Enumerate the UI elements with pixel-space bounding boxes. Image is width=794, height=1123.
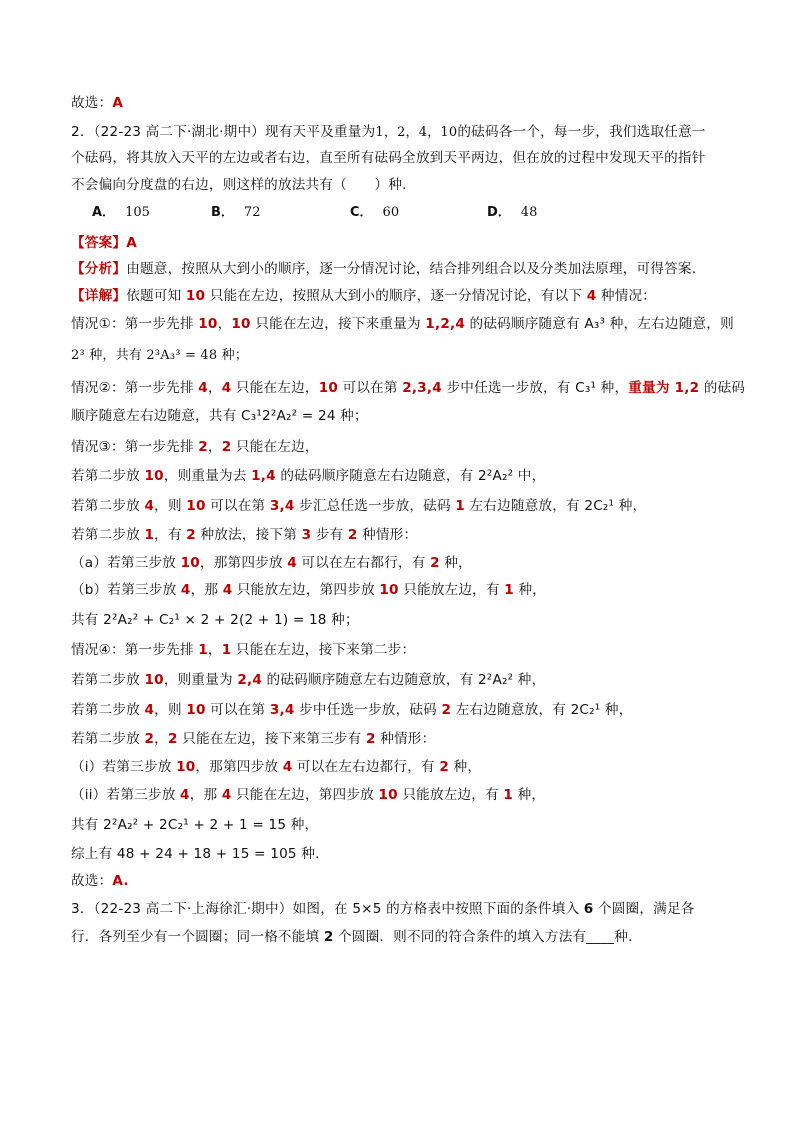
text-segment: 的砝码顺序随意左右边随意，有 2²A₂² 中， — [275, 468, 546, 484]
text-line — [71, 314, 734, 334]
text-segment: ，则重量为 — [163, 672, 238, 688]
text-segment: 只能放左边，有 — [398, 582, 505, 598]
text-segment: 种情形： — [357, 527, 418, 543]
text-segment: 种， — [513, 582, 547, 598]
text-segment: 故选： — [71, 95, 113, 111]
text-segment: A — [126, 235, 137, 251]
text-segment: 行．各列至少有一个圆圈；同一格不能填 — [71, 929, 324, 945]
text-segment: 情况②：第一步先排 — [71, 380, 199, 396]
text-segment: 若第二步放 — [71, 498, 145, 514]
text-segment: 10 — [176, 759, 196, 775]
text-segment: 4 — [144, 498, 155, 514]
text-segment: A — [112, 95, 124, 111]
text-segment: 2 — [430, 555, 440, 571]
text-segment: 【答案】 — [71, 235, 127, 251]
text-segment: 【分析】 — [71, 261, 127, 277]
text-segment: 4 — [586, 288, 597, 304]
text-line — [71, 899, 695, 919]
text-segment: ， — [207, 439, 222, 455]
text-line — [71, 871, 129, 891]
text-segment: 2 — [366, 731, 376, 747]
text-segment: 10 — [378, 787, 398, 803]
text-segment: ，有 — [154, 527, 187, 543]
text-line — [71, 466, 545, 486]
text-line — [71, 553, 472, 573]
text-segment: 种情况： — [596, 288, 657, 304]
option-value: 72 — [243, 205, 261, 220]
text-line — [71, 286, 656, 306]
text-segment: 步有 — [311, 527, 348, 543]
text-segment: 1 — [221, 642, 232, 658]
text-segment: 2 — [439, 759, 450, 775]
answer-option — [211, 203, 260, 223]
text-segment: 10 — [186, 498, 206, 514]
text-segment: 1 — [198, 642, 208, 658]
text-line — [71, 345, 248, 366]
text-segment: 10 — [180, 555, 200, 571]
text-segment: 1 — [455, 498, 465, 514]
text-segment: 4 — [180, 787, 190, 803]
text-segment: 1，2，4，10 — [375, 125, 458, 140]
text-segment: （ii）若第三步放 — [71, 787, 181, 803]
text-line — [71, 815, 318, 835]
text-segment: 4 — [221, 380, 232, 396]
text-segment: 个圆圈，满足各 — [593, 901, 695, 917]
text-segment: 若第二步放 — [71, 731, 145, 747]
text-segment: 1 — [144, 527, 155, 543]
text-line — [71, 378, 745, 398]
text-segment: （a）若第三步放 — [71, 555, 181, 571]
text-segment: 1,2,4 — [425, 316, 466, 332]
text-segment: 10 — [186, 702, 206, 718]
text-segment: 的砝码顺序随意左右边随意放，有 2²A₂² 种， — [262, 672, 546, 688]
text-segment: 种， — [449, 759, 482, 775]
text-segment: 可以在第 — [205, 702, 270, 718]
text-segment: 2．（22-23 高二下·湖北·期中）现有天平及重量为 — [71, 124, 376, 140]
text-segment: 4 — [282, 759, 293, 775]
text-line — [71, 122, 706, 143]
text-segment: ，则 — [154, 702, 187, 718]
text-segment: 个圆圈．则不同的符合条件的填入方法有____种． — [333, 929, 642, 945]
text-segment: 【详解】 — [71, 288, 127, 304]
text-segment: 综上有 48 + 24 + 18 + 15 = 105 种. — [71, 846, 320, 862]
text-segment: 10 — [144, 672, 164, 688]
text-segment: 10 — [144, 468, 164, 484]
text-line — [71, 93, 123, 113]
text-segment: 10 — [198, 316, 218, 332]
answer-option — [350, 203, 399, 223]
text-segment: 2 — [347, 527, 358, 543]
text-segment: 可以在第 — [205, 498, 270, 514]
option-value: 48 — [520, 205, 538, 220]
text-segment: 个砝码，将其放入天平的左边或者右边，直至所有砝码全放到天平两边，但在放的过程中发现天平的指针 — [71, 150, 706, 166]
text-segment: 若第二步放 — [71, 468, 145, 484]
text-line — [71, 233, 137, 253]
text-line — [71, 844, 320, 864]
text-segment: 4 — [198, 380, 208, 396]
text-segment: 4 — [222, 582, 233, 598]
text-segment: 顺序随意左右边随意，共有 C₃¹2²A₂² = 24 种； — [71, 408, 368, 424]
text-segment: 不会偏向分度盘的右边，则这样的放法共有（ ）种. — [71, 177, 407, 193]
text-segment: 2 — [144, 731, 155, 747]
text-segment: ，那 — [190, 582, 223, 598]
text-line — [71, 175, 407, 195]
text-segment: 可以在第 — [338, 380, 403, 396]
text-segment: 10 — [379, 582, 399, 598]
text-segment: 只能在左边，接下来第二步： — [231, 642, 416, 658]
text-line — [71, 580, 546, 600]
text-segment: 故选： — [71, 873, 113, 889]
text-segment: 情况①：第一步先排 — [71, 316, 199, 332]
text-segment: 只能在左边，接下来第三步有 — [177, 731, 367, 747]
text-segment: 若第二步放 — [71, 527, 145, 543]
text-segment: 3,4 — [269, 498, 295, 514]
text-line — [71, 927, 642, 947]
text-segment: 若第二步放 — [71, 672, 145, 688]
text-segment: 种， — [513, 787, 546, 803]
text-line — [71, 496, 646, 516]
text-segment: 共有 2²A₂² + 2C₂¹ + 2 + 1 = 15 种， — [71, 817, 319, 833]
text-segment: 的砝码顺序随意有 A₃³ 种，左右边随意，则 — [465, 316, 734, 332]
text-line — [71, 757, 481, 777]
text-segment: 3,4 — [269, 702, 295, 718]
text-segment: 10 — [318, 380, 339, 396]
option-key: C． — [350, 205, 373, 220]
text-segment: ，则重量为去 — [163, 468, 252, 484]
text-segment: 只能在左边，按照从大到小的顺序，逐一分情况讨论，有以下 — [205, 288, 587, 304]
text-segment: 4 — [144, 702, 155, 718]
text-line — [71, 610, 359, 630]
text-segment: 只能放左边，第四步放 — [232, 582, 380, 598]
text-segment: 2 — [441, 702, 452, 718]
text-segment: ， — [154, 731, 168, 747]
text-segment: 步中任选一步放，砝码 — [294, 702, 442, 718]
text-line — [71, 729, 435, 749]
text-segment: 4 — [180, 582, 191, 598]
text-segment: 10 — [231, 316, 251, 332]
text-segment: 只能在左边，接下来重量为 — [250, 316, 426, 332]
text-segment: 1 — [504, 582, 514, 598]
text-line — [71, 670, 545, 690]
text-segment: 只能在左边，第四步放 — [231, 787, 379, 803]
text-segment: 左右边随意放，有 2C₂¹ 种， — [464, 498, 647, 514]
text-segment: 种放法，接下第 — [195, 527, 302, 543]
text-segment: 2 — [323, 929, 334, 945]
text-segment: 情况④：第一步先排 — [71, 642, 199, 658]
text-segment: 若第二步放 — [71, 702, 145, 718]
text-line — [71, 700, 633, 720]
option-key: A． — [92, 205, 116, 220]
text-segment: 依题可知 — [126, 288, 186, 304]
text-segment: 4 — [221, 787, 232, 803]
text-segment: 种情形： — [375, 731, 436, 747]
text-segment: （b）若第三步放 — [71, 582, 181, 598]
text-segment: 由题意，按照从大到小的顺序，逐一分情况讨论，结合排列组合以及分类加法原理，可得答案. — [126, 261, 697, 277]
text-segment: 1,4 — [251, 468, 276, 484]
text-segment: 重量为 1,2 — [628, 380, 700, 396]
text-segment: 只能在左边， — [231, 439, 319, 455]
text-line — [71, 406, 368, 426]
text-segment: ， — [207, 642, 222, 658]
text-segment: 3 — [301, 527, 312, 543]
text-segment: 种， — [439, 555, 472, 571]
text-segment: 4 — [287, 555, 297, 571]
text-segment: 2 — [198, 439, 208, 455]
text-segment: 2³ 种，共有 2³A₃³ = 48 种； — [71, 348, 249, 363]
text-segment: 2 — [186, 527, 196, 543]
text-segment: 2 — [221, 439, 232, 455]
option-key: D． — [487, 205, 511, 220]
text-segment: 的砝码各一个，每一步，我们选取任意一 — [457, 124, 706, 140]
text-segment: 的砝码 — [699, 380, 746, 396]
option-value: 60 — [382, 205, 400, 220]
text-segment: A. — [112, 873, 129, 889]
text-segment: 6 — [583, 901, 594, 917]
text-segment: 只能在左边， — [231, 380, 319, 396]
text-line — [71, 525, 417, 545]
text-segment: ，那第四步放 — [199, 555, 288, 571]
option-key: B． — [211, 205, 234, 220]
text-segment: 1 — [503, 787, 514, 803]
text-segment: 左右边随意放，有 2C₂¹ 种， — [451, 702, 633, 718]
text-segment: 2 — [167, 731, 178, 747]
answer-option — [487, 203, 537, 223]
text-segment: 2,4 — [237, 672, 263, 688]
text-segment: ， — [217, 316, 232, 332]
text-segment: 情况③：第一步先排 — [71, 439, 199, 455]
text-segment: ，那 — [189, 787, 222, 803]
text-segment: ， — [207, 380, 222, 396]
text-segment: 步中任选一步放，有 C₃¹ 种， — [441, 380, 629, 396]
text-segment: 2,3,4 — [402, 380, 442, 396]
option-value: 105 — [125, 205, 150, 220]
answer-option — [92, 203, 150, 223]
text-segment: 可以在左右都行，有 — [296, 555, 431, 571]
text-segment: 可以在左右边都行，有 — [292, 759, 440, 775]
text-line — [71, 437, 319, 457]
text-line — [71, 785, 545, 805]
text-segment: ，那第四步放 — [195, 759, 283, 775]
text-segment: 共有 2²A₂² + C₂¹ × 2 + 2(2 + 1) = 18 种； — [71, 612, 359, 628]
text-segment: 步汇总任选一步放，砝码 — [294, 498, 456, 514]
text-segment: 只能放左边，有 — [397, 787, 504, 803]
text-line — [71, 640, 415, 660]
text-line — [71, 259, 696, 279]
text-segment: ，则 — [154, 498, 187, 514]
text-segment: （i）若第三步放 — [71, 759, 177, 775]
text-segment: 3．（22-23 高二下·上海徐汇·期中）如图，在 5×5 的方格表中按照下面的条件填入 — [71, 901, 584, 917]
text-segment: 10 — [185, 288, 206, 304]
text-line — [71, 148, 706, 168]
